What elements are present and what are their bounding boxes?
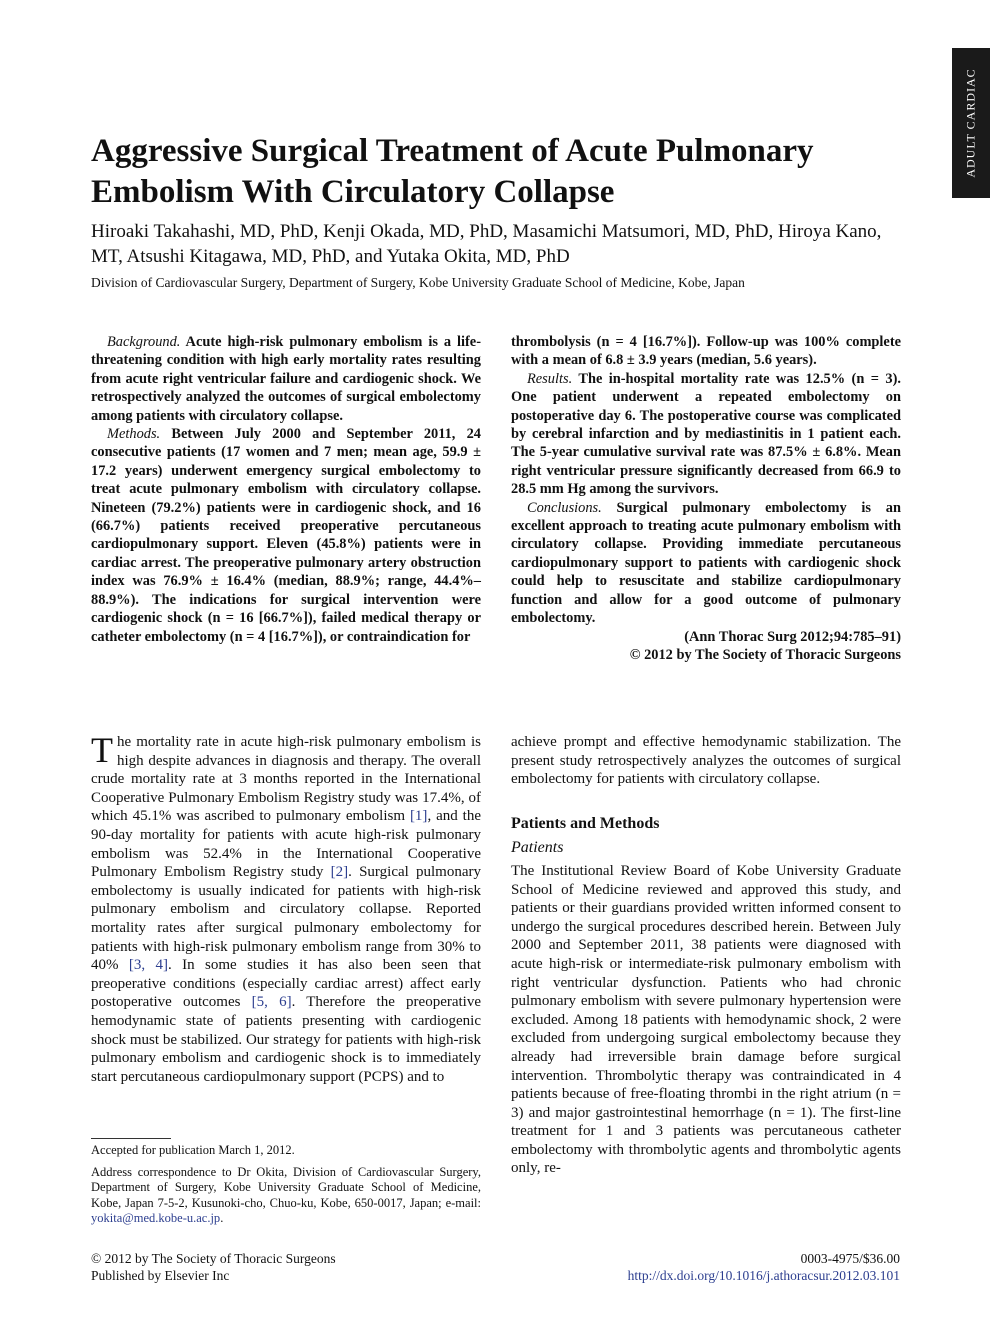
drop-cap: T [91, 730, 113, 770]
abstract-conclusions [511, 499, 901, 628]
patients-paragraph: The Institutional Review Board of Kobe University Graduate School of Medicine reviewed and approved this study, and patients or their guardians provided written informed consent to undergo the surgical procedures described herein. Between July 2000 and September 2011, 38 patients were diagnosed with acute high-risk or intermediate-risk pulmonary embolism with right ventricular dysfunction. Patients who had chronic pulmonary embolism with severe pulmonary hypertension were excluded. Among 18 patients with hemodynamic shock, 2 were excluded from undergoing surgical embolectomy because they already had irreversible brain damage before surgical intervention. Thrombolytic therapy was contraindicated in 4 patients because of free-floating thrombi in the right atrium (n = 3) and major gastrointestinal hemorrhage (n = 1). The first-line treatment for 1 and 3 patients was percutaneous catheter embolectomy with thrombolytic agents and thrombolytic agents only, re- [511, 862, 901, 1177]
section-heading: Patients and Methods [511, 814, 660, 832]
affiliation: Division of Cardiovascular Surgery, Department of Surgery, Kobe University Graduate School of Medicine, Kobe, Japan [91, 275, 745, 290]
conclusions-text: Surgical pulmonary embolectomy is an excellent approach to treating acute pulmonary embolism with circulatory collapse. Providing immediate percutaneous cardiopulmonary support to patients with cardiogenic shock could help to resuscitate and stabilize cardiopulmonary function and allow for a good outcome of pulmonary embolectomy. [511, 499, 901, 627]
abstract-left-column [91, 333, 481, 646]
intro-text-b: , and the 90-day mortality for patients with acute high-risk pulmonary embolism was 52.4% in the International Cooperative Pulmonary Embolism Registry study [91, 808, 482, 881]
footnote-divider [91, 1138, 171, 1139]
footer-issn: 0003-4975/$36.00 [800, 1251, 900, 1266]
conclusions-label: Conclusions. [527, 499, 602, 516]
intro-text-a: he mortality rate in acute high-risk pulmonary embolism is high despite advances in diagnosis and therapy. The overall crude mortality rate at 3 months reported in the International Cooperative Pulmonary Embolism Registry study was 17.4%, of which 45.1% was ascribed to pulmonary embolism [91, 734, 481, 825]
abstract-background [91, 333, 481, 425]
abstract-results [511, 370, 901, 499]
body-left-column [91, 730, 482, 1086]
background-text: Acute high-risk pulmonary embolism is a life-threatening condition with high early mortality rates resulting from acute right ventricular failure and cardiogenic shock. We retrospectively analyzed the outcomes of surgical embolectomy among patients with circulatory collapse. [91, 334, 481, 424]
reference-link-5-6[interactable]: [5, 6] [251, 994, 292, 1011]
doi-link[interactable]: http://dx.doi.org/10.1016/j.athoracsur.2012.03.101 [627, 1267, 900, 1283]
background-label: Background. [107, 334, 181, 350]
footer-publisher: Published by Elsevier Inc [91, 1267, 230, 1283]
abstract-methods [91, 425, 481, 646]
intro-text-c: . Surgical pulmonary embolectomy is usually indicated for patients with high-risk pulmonary embolism and circulatory collapse. Reported mortality rates after surgical pulmonary embolectomy for patients with high-risk pulmonary embolism range from 30% to 40% [91, 864, 481, 974]
reference-link-1[interactable]: [1] [409, 808, 428, 825]
email-link[interactable]: yokita@med.kobe-u.ac.jp [91, 1211, 221, 1226]
methods-label: Methods. [107, 426, 161, 443]
footnotes [91, 1143, 481, 1233]
footer-copyright: © 2012 by The Society of Thoracic Surgeons [91, 1251, 336, 1266]
abstract-right-column [511, 333, 901, 664]
correspondence-address [91, 1165, 481, 1227]
accepted-date: Accepted for publication March 1, 2012. [91, 1143, 295, 1157]
address-text: Address correspondence to Dr Okita, Division of Cardiovascular Surgery, Department of Surgery, Kobe University Graduate School of Medicine, Kobe, Japan 7-5-2, Kusunoki-cho, Chuo-ku, Kobe, 650-0017, Japan; e-mail: [91, 1164, 481, 1210]
journal-citation: (Ann Thorac Surg 2012;94:785–91) [684, 628, 901, 645]
section-tab-label: ADULT CARDIAC [963, 68, 978, 178]
body-right-column [511, 733, 901, 1178]
intro-paragraph [91, 730, 482, 1086]
methods-text: Between July 2000 and September 2011, 24 consecutive patients (17 women and 7 men; mean age, 59.9 ± 17.2 years) underwent emergency surgical embolectomy to treat acute pulmonary embolism with circulatory collapse. Nineteen (79.2%) patients were in cardiogenic shock, and 16 (66.7%) patients received preoperative percutaneous cardiopulmonary support. Eleven (45.8%) patients were in cardiac arrest. The preoperative pulmonary artery obstruction index was 76.9% ± 16.4% (median, 88.9%; range, 44.4%–88.9%). The indications for surgical intervention were cardiogenic shock (n = 16 [66.7%]), failed medical therapy or catheter embolectomy (n = 4 [16.7%]), or contraindication for [91, 426, 481, 645]
subsection-heading: Patients [511, 839, 564, 857]
reference-link-3-4[interactable]: [3, 4] [128, 957, 169, 974]
results-text: The in-hospital mortality rate was 12.5% (n = 3). One patient underwent a repeated embolectomy on postoperative day 6. The postoperative course was complicated by cerebral infarction and by mediastinitis in 1 patient each. The 5-year cumulative survival rate was 87.5% ± 6.8%. Mean right ventricular pressure significantly decreased from 66.9 to 28.5 mm Hg among the survivors. [511, 370, 901, 498]
author-list: Hiroaki Takahashi, MD, PhD, Kenji Okada, MD, PhD, Masamichi Matsumori, MD, PhD, Hiroya Kano, MT, Atsushi Kitagawa, MD, PhD, and Yutaka Okita, MD, PhD [91, 221, 882, 267]
reference-link-2[interactable]: [2] [330, 864, 349, 881]
section-tab [952, 48, 990, 198]
intro-text-d: . In some studies it has also been seen that preoperative conditions (especially cardiac arrest) affect early postoperative outcomes [91, 957, 481, 1011]
intro-text-e: . Therefore the preoperative hemodynamic state of patients presenting with cardiogenic shock must be stabilized. Our strategy for patients with high-risk pulmonary embolism and cardiogenic shock is to immediately start percutaneous cardiopulmonary support (PCPS) and to [91, 994, 481, 1085]
intro-paragraph-continued: achieve prompt and effective hemodynamic stabilization. The present study retrospectively analyzes the outcomes of surgical embolectomy for patients with circulatory collapse. [511, 734, 901, 788]
footer-right [628, 1251, 900, 1284]
article-title: Aggressive Surgical Treatment of Acute Pulmonary Embolism With Circulatory Collapse [91, 133, 814, 210]
results-label: Results. [527, 370, 573, 387]
address-end: . [220, 1211, 224, 1226]
abstract-copyright: © 2012 by The Society of Thoracic Surgeons [629, 646, 901, 663]
footer-left [91, 1251, 336, 1284]
abstract-methods-continued: thrombolysis (n = 4 [16.7%]). Follow-up was 100% complete with a mean of 6.8 ± 3.9 years (median, 5.6 years). [511, 334, 901, 369]
